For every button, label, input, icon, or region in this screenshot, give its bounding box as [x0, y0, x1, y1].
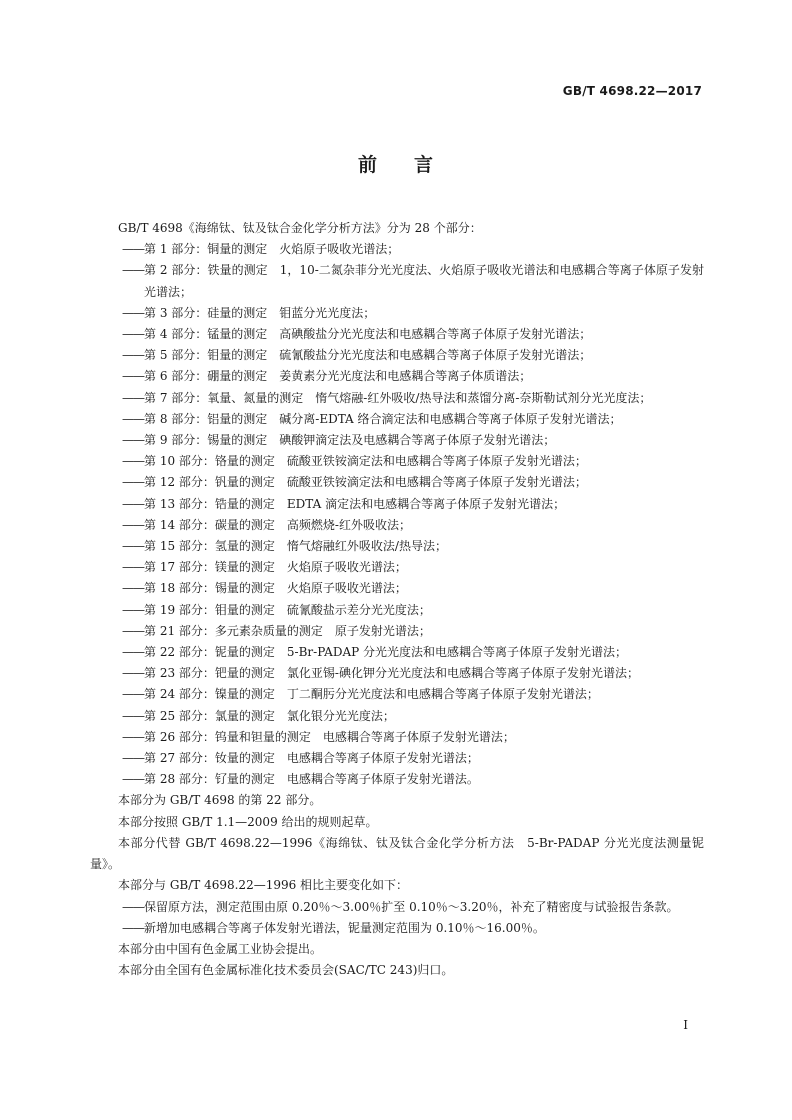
part-item-text: 第 17 部分：镁量的测定 火焰原子吸收光谱法；	[144, 560, 407, 575]
part-item	[90, 769, 704, 790]
part-item	[90, 409, 704, 430]
page-title	[0, 150, 792, 177]
list-dash: ——	[122, 687, 144, 702]
part-item-text: 第 24 部分：镍量的测定 丁二酮肟分光光度法和电感耦合等离子体原子发射光谱法；	[144, 687, 599, 702]
list-dash: ——	[122, 369, 144, 384]
part-item-text: 第 23 部分：钯量的测定 氯化亚锡-碘化钾分光光度法和电感耦合等离子体原子发射光谱法；	[144, 666, 639, 681]
part-item	[90, 600, 704, 621]
list-dash: ——	[122, 517, 144, 532]
intro-paragraph: GB/T 4698《海绵钛、钛及钛合金化学分析方法》分为 28 个部分：	[118, 221, 482, 235]
part-item-text: 第 12 部分：钒量的测定 硫酸亚铁铵滴定法和电感耦合等离子体原子发射光谱法；	[144, 475, 587, 490]
part-item-text: 第 6 部分：硼量的测定 姜黄素分光光度法和电感耦合等离子体质谱法；	[144, 369, 532, 384]
part-item	[90, 260, 704, 302]
part-item-text: 第 27 部分：钕量的测定 电感耦合等离子体原子发射光谱法；	[144, 751, 479, 766]
part-item	[90, 494, 704, 515]
part-item-text: 第 19 部分：钼量的测定 硫氰酸盐示差分光光度法；	[144, 602, 431, 617]
part-item-text: 第 10 部分：铬量的测定 硫酸亚铁铵滴定法和电感耦合等离子体原子发射光谱法；	[144, 454, 587, 469]
part-item	[90, 515, 704, 536]
part-item	[90, 557, 704, 578]
list-dash: ——	[122, 581, 144, 596]
list-dash: ——	[122, 729, 144, 744]
part-item	[90, 684, 704, 705]
title-char-1: 前	[357, 154, 378, 176]
part-item	[90, 663, 704, 684]
rules-paragraph: 本部分按照 GB/T 1.1—2009 给出的规则起草。	[118, 814, 378, 829]
part-item	[90, 451, 704, 472]
part-item	[90, 324, 704, 345]
list-dash: ——	[122, 772, 144, 787]
part-item	[90, 748, 704, 769]
parts-list	[90, 239, 704, 790]
page-number: I	[683, 1018, 688, 1032]
part-item	[90, 706, 704, 727]
list-dash: ——	[122, 899, 144, 914]
replaces-paragraph: 本部分代替 GB/T 4698.22—1996《海绵钛、钛及钛合金化学分析方法 5-Br-PADAP 分光光度法测量铌量》。	[90, 835, 704, 872]
part-item-text: 第 14 部分：碳量的测定 高频燃烧-红外吸收法；	[144, 517, 411, 532]
list-dash: ——	[122, 560, 144, 575]
list-dash: ——	[122, 411, 144, 426]
list-dash: ——	[122, 263, 144, 278]
part-item	[90, 472, 704, 493]
changes-intro-paragraph: 本部分与 GB/T 4698.22—1996 相比主要变化如下：	[118, 878, 409, 893]
part-item-text: 第 18 部分：锡量的测定 火焰原子吸收光谱法；	[144, 581, 407, 596]
part-item	[90, 388, 704, 409]
list-dash: ——	[122, 242, 144, 257]
list-dash: ——	[122, 496, 144, 511]
part-item	[90, 642, 704, 663]
part-item	[90, 578, 704, 599]
part-item	[90, 621, 704, 642]
foreword-body	[90, 218, 704, 981]
changes-list	[90, 897, 704, 939]
list-dash: ——	[122, 539, 144, 554]
part-item-text: 第 8 部分：铝量的测定 碱分离-EDTA 络合滴定法和电感耦合等离子体原子发射光谱法；	[144, 411, 622, 426]
list-dash: ——	[122, 433, 144, 448]
proposed-paragraph: 本部分由中国有色金属工业协会提出。	[118, 941, 323, 956]
change-item-text: 新增加电感耦合等离子体发射光谱法，铌量测定范围为 0.10％～16.00％。	[144, 920, 545, 935]
part-item-text: 第 9 部分：锡量的测定 碘酸钾滴定法及电感耦合等离子体原子发射光谱法；	[144, 433, 556, 448]
part-item-text: 第 13 部分：锆量的测定 EDTA 滴定法和电感耦合等离子体原子发射光谱法；	[144, 496, 566, 511]
list-dash: ——	[122, 666, 144, 681]
change-item-text: 保留原方法，测定范围由原 0.20％～3.00％扩至 0.10％～3.20％，补充了精密度与试验报告条款。	[144, 899, 679, 914]
part-item-text: 第 21 部分：多元素杂质量的测定 原子发射光谱法；	[144, 623, 431, 638]
change-item	[90, 918, 704, 939]
list-dash: ——	[122, 708, 144, 723]
part-item-text: 第 15 部分：氢量的测定 惰气熔融红外吸收法/热导法；	[144, 539, 447, 554]
part-item-text: 第 5 部分：钼量的测定 硫氰酸盐分光光度法和电感耦合等离子体原子发射光谱法；	[144, 348, 592, 363]
list-dash: ——	[122, 305, 144, 320]
title-char-2: 言	[414, 154, 435, 176]
part-item-text: 第 4 部分：锰量的测定 高碘酸盐分光光度法和电感耦合等离子体原子发射光谱法；	[144, 327, 592, 342]
list-dash: ——	[122, 475, 144, 490]
part-item	[90, 239, 704, 260]
list-dash: ——	[122, 751, 144, 766]
list-dash: ——	[122, 454, 144, 469]
centralized-paragraph: 本部分由全国有色金属标准化技术委员会(SAC/TC 243)归口。	[118, 963, 454, 978]
part-item-text: 第 1 部分：铜量的测定 火焰原子吸收光谱法；	[144, 242, 400, 257]
part-item-text: 第 25 部分：氯量的测定 氯化银分光光度法；	[144, 708, 395, 723]
change-item	[90, 897, 704, 918]
list-dash: ——	[122, 390, 144, 405]
list-dash: ——	[122, 348, 144, 363]
part-of-paragraph: 本部分为 GB/T 4698 的第 22 部分。	[118, 793, 322, 808]
list-dash: ——	[122, 645, 144, 660]
part-item	[90, 727, 704, 748]
part-item-text: 第 26 部分：钨量和钽量的测定 电感耦合等离子体原子发射光谱法；	[144, 729, 515, 744]
part-item-text: 第 22 部分：铌量的测定 5-Br-PADAP 分光光度法和电感耦合等离子体原子发射光谱法；	[144, 645, 628, 660]
part-item	[90, 366, 704, 387]
part-item-text: 第 3 部分：硅量的测定 钼蓝分光光度法；	[144, 305, 376, 320]
standard-number: GB/T 4698.22—2017	[562, 84, 702, 98]
part-item	[90, 430, 704, 451]
part-item-text: 第 7 部分：氧量、氮量的测定 惰气熔融-红外吸收/热导法和蒸馏分离-奈斯勒试剂分光光度法；	[144, 390, 652, 405]
list-dash: ——	[122, 920, 144, 935]
list-dash: ——	[122, 623, 144, 638]
part-item	[90, 536, 704, 557]
part-item-text: 第 2 部分：铁量的测定 1，10-二氮杂菲分光光度法、火焰原子吸收光谱法和电感耦合等离子体原子发射光谱法；	[144, 263, 704, 299]
list-dash: ——	[122, 602, 144, 617]
part-item	[90, 303, 704, 324]
part-item	[90, 345, 704, 366]
part-item-text: 第 28 部分：钌量的测定 电感耦合等离子体原子发射光谱法。	[144, 772, 479, 787]
list-dash: ——	[122, 327, 144, 342]
